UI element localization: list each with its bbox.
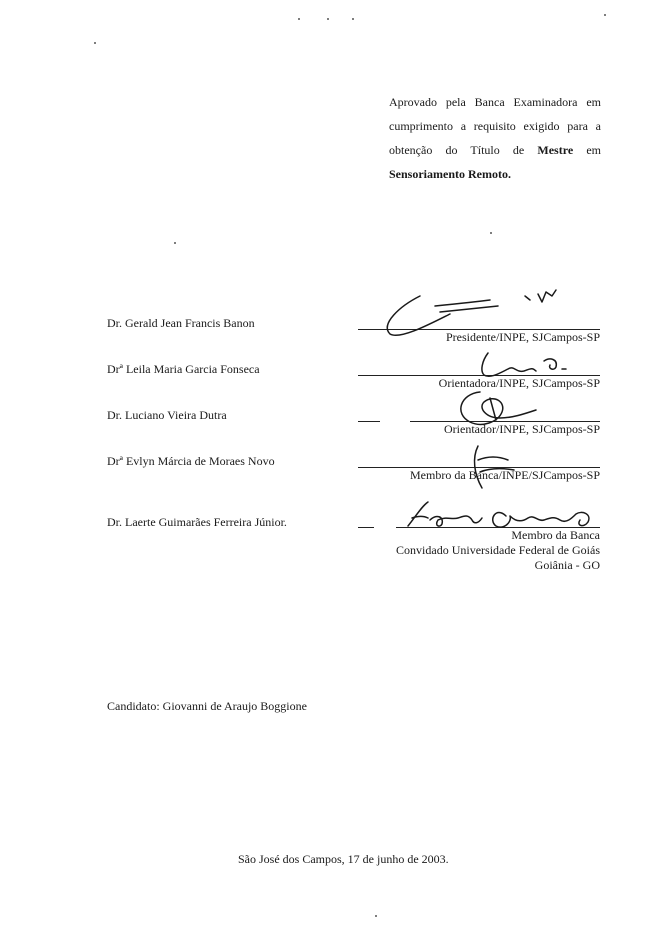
approval-statement: [389, 90, 601, 186]
scan-speck: [298, 18, 300, 20]
scan-speck: [490, 232, 492, 234]
signature-dutra: [450, 384, 560, 434]
member-name-banon: Dr. Gerald Jean Francis Banon: [107, 316, 255, 330]
member-name-novo: Drª Evlyn Márcia de Moraes Novo: [107, 454, 275, 468]
member-role-banon: Presidente/INPE, SJCampos-SP: [445, 330, 600, 344]
scan-speck: [94, 42, 96, 44]
member-role-dutra: Orientador/INPE, SJCampos-SP: [444, 422, 600, 436]
member-name-ferreira: Dr. Laerte Guimarães Ferreira Júnior.: [107, 515, 287, 529]
member-role-ferreira-3: Goiânia - GO: [534, 558, 600, 572]
member-name-fonseca: Drª Leila Maria Garcia Fonseca: [107, 362, 260, 376]
member-role-ferreira-2: Convidado Universidade Federal de Goiás: [396, 543, 600, 557]
signature-line-segment: [358, 421, 380, 422]
signature-ferreira: [398, 496, 608, 536]
approval-line-3: [389, 138, 601, 162]
program-name: Sensoriamento Remoto.: [389, 167, 511, 181]
scan-speck: [352, 18, 354, 20]
scan-speck: [174, 242, 176, 244]
signature-line-segment: [358, 527, 374, 528]
member-role-novo: Membro da Banca/INPE/SJCampos-SP: [410, 468, 600, 482]
signature-fonseca: [470, 347, 580, 387]
member-role-fonseca: Orientadora/INPE, SJCampos-SP: [438, 376, 600, 390]
signature-banon: [380, 284, 580, 344]
scan-speck: [375, 915, 377, 917]
signature-novo: [468, 438, 548, 494]
approval-line-3-end: em: [573, 143, 601, 157]
member-role-ferreira-1: Membro da Banca: [511, 528, 600, 542]
degree-title: Mestre: [537, 143, 574, 157]
candidate-name: Candidato: Giovanni de Araujo Boggione: [107, 699, 307, 713]
member-name-dutra: Dr. Luciano Vieira Dutra: [107, 408, 227, 422]
scan-speck: [327, 18, 329, 20]
scan-speck: [604, 14, 606, 16]
approval-line-2: cumprimento a requisito exigido para a: [389, 119, 601, 133]
place-and-date: São José dos Campos, 17 de junho de 2003.: [238, 852, 449, 866]
approval-line-1: Aprovado pela Banca Examinadora em: [389, 95, 601, 109]
approval-line-3-text: obtenção do Título de: [389, 143, 538, 157]
